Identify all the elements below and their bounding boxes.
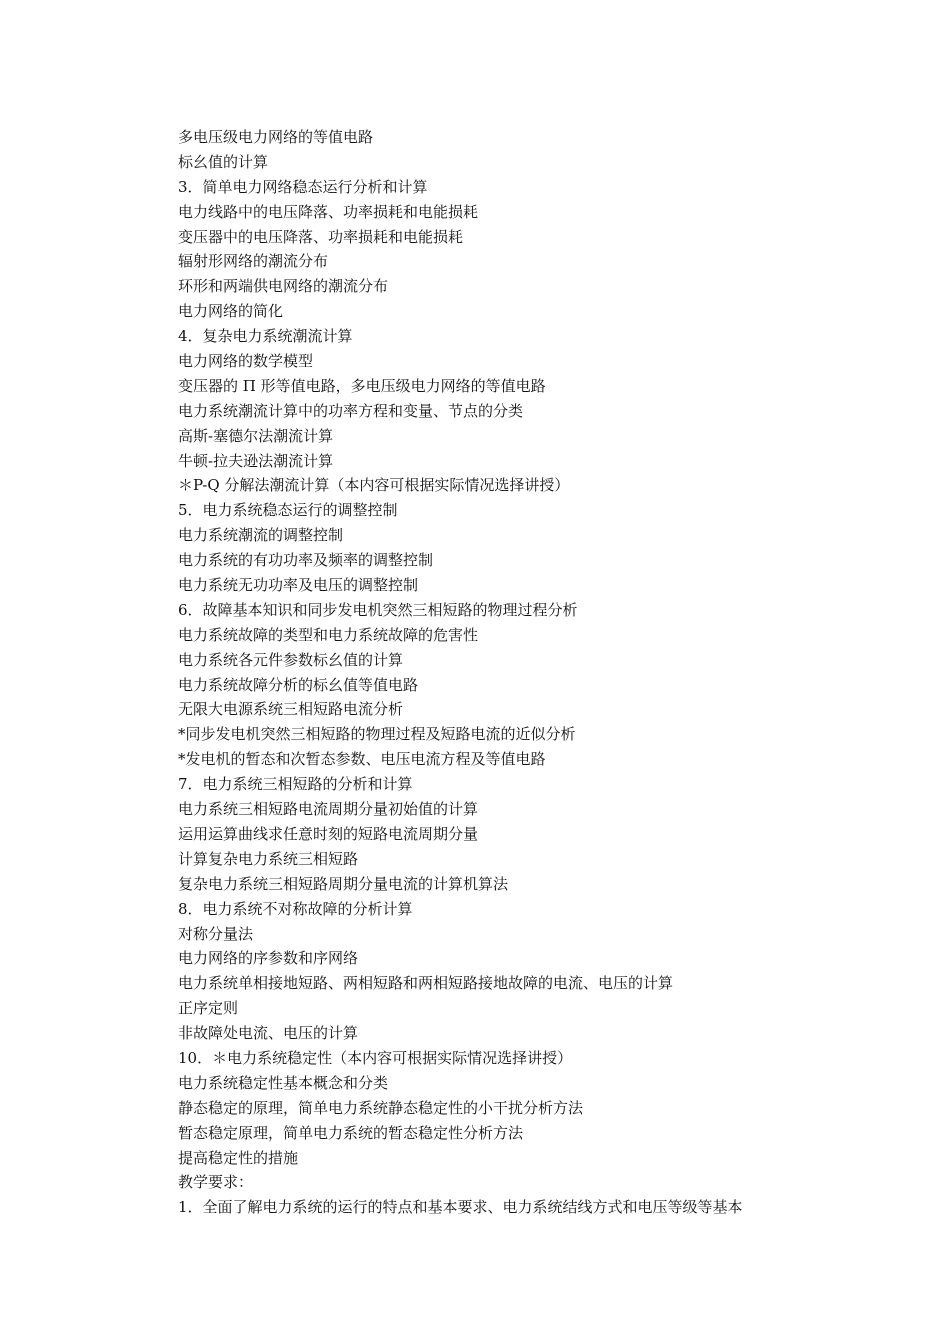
text-line: 对称分量法 <box>178 924 254 943</box>
section-heading: 5．电力系统稳态运行的调整控制 <box>178 501 398 520</box>
text-line: 电力系统潮流的调整控制 <box>178 526 344 545</box>
text-line: 变压器中的电压降落、功率损耗和电能损耗 <box>178 227 464 246</box>
text-line: 变压器的 Π 形等值电路，多电压级电力网络的等值电路 <box>178 376 546 395</box>
text-line: 电力网络的简化 <box>178 302 284 321</box>
text-line: *同步发电机突然三相短路的物理过程及短路电流的近似分析 <box>178 725 576 744</box>
text-line: 电力系统单相接地短路、两相短路和两相短路接地故障的电流、电压的计算 <box>178 974 674 993</box>
text-line: 非故障处电流、电压的计算 <box>178 1024 359 1043</box>
text-line: 辐射形网络的潮流分布 <box>178 252 329 271</box>
text-line: 环形和两端供电网络的潮流分布 <box>178 277 389 296</box>
section-heading: 7．电力系统三相短路的分析和计算 <box>178 775 413 794</box>
text-line: 高斯-塞德尔法潮流计算 <box>178 426 334 445</box>
text-line: 多电压级电力网络的等值电路 <box>178 128 374 146</box>
text-line: 无限大电源系统三相短路电流分析 <box>178 700 404 719</box>
text-line: 电力系统三相短路电流周期分量初始值的计算 <box>178 800 479 819</box>
section-heading: 8．电力系统不对称故障的分析计算 <box>178 899 413 918</box>
section-heading: 6．故障基本知识和同步发电机突然三相短路的物理过程分析 <box>178 600 578 619</box>
text-line: 运用运算曲线求任意时刻的短路电流周期分量 <box>178 824 479 843</box>
section-heading: 3．简单电力网络稳态运行分析和计算 <box>178 177 428 196</box>
text-line: 电力系统无功功率及电压的调整控制 <box>178 576 419 595</box>
text-line: ＊P-Q 分解法潮流计算（本内容可根据实际情况选择讲授） <box>178 476 570 495</box>
text-line: 暂态稳定原理，简单电力系统的暂态稳定性分析方法 <box>178 1123 524 1142</box>
text-line: 电力系统潮流计算中的功率方程和变量、节点的分类 <box>178 401 524 420</box>
text-line: 牛顿-拉夫逊法潮流计算 <box>178 451 334 470</box>
section-heading: 4．复杂电力系统潮流计算 <box>178 327 353 346</box>
text-line: *发电机的暂态和次暂态参数、电压电流方程及等值电路 <box>178 750 546 769</box>
text-line: 电力系统的有功功率及频率的调整控制 <box>178 551 434 570</box>
text-line: 标幺值的计算 <box>178 152 269 171</box>
text-line: 1．全面了解电力系统的运行的特点和基本要求、电力系统结线方式和电压等级等基本 <box>178 1198 743 1217</box>
text-line: 复杂电力系统三相短路周期分量电流的计算机算法 <box>178 874 509 893</box>
text-line: 电力系统故障的类型和电力系统故障的危害性 <box>178 625 479 644</box>
text-line: 提高稳定性的措施 <box>178 1148 299 1167</box>
text-line: 电力系统稳定性基本概念和分类 <box>178 1073 389 1092</box>
text-line: 静态稳定的原理，简单电力系统静态稳定性的小干扰分析方法 <box>178 1098 584 1117</box>
text-line: 电力系统故障分析的标幺值等值电路 <box>178 675 419 694</box>
section-heading: 10．＊电力系统稳定性（本内容可根据实际情况选择讲授） <box>178 1048 573 1067</box>
text-line: 正序定则 <box>178 999 239 1018</box>
section-heading: 教学要求： <box>178 1173 254 1192</box>
text-line: 电力网络的序参数和序网络 <box>178 949 359 968</box>
text-line: 电力系统各元件参数标幺值的计算 <box>178 650 404 669</box>
document-body <box>178 125 878 1220</box>
text-line: 电力线路中的电压降落、功率损耗和电能损耗 <box>178 202 479 221</box>
text-line: 计算复杂电力系统三相短路 <box>178 849 359 868</box>
text-line: 电力网络的数学模型 <box>178 352 314 371</box>
